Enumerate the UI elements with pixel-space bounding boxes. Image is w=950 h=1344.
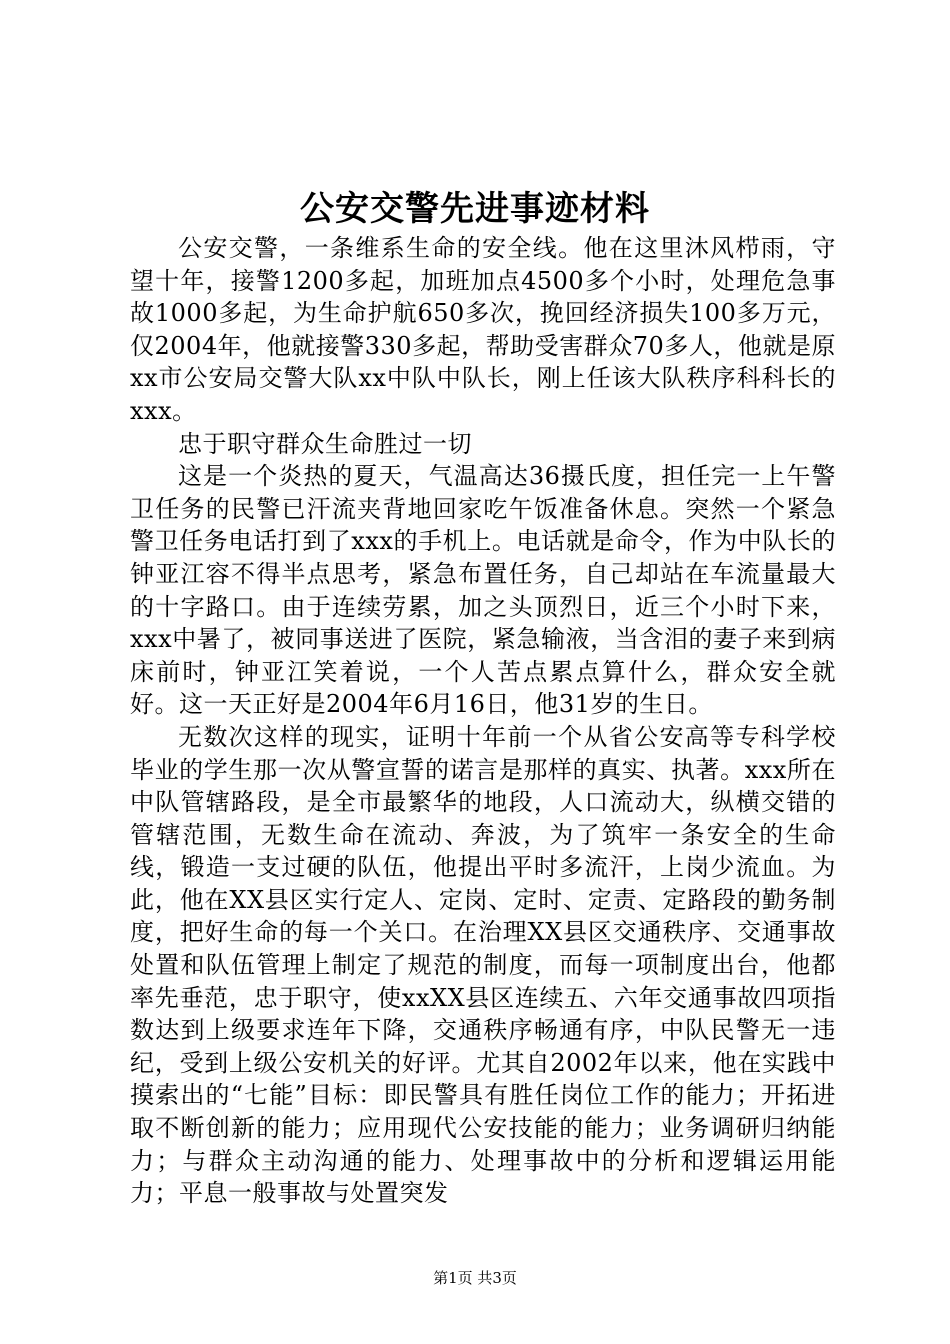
paragraph-summer-duty: 这是一个炎热的夏天，气温高达36摄氏度，担任完一上午警卫任务的民警已汗流夹背地回家吃午饭准备休息。突然一个紧急警卫任务电话打到了xxx的手机上。电话就是命令，作为中队长的钟亚江容不得半点思考，紧急布置任务，自己却站在车流量最大的十字路口。由于连续劳累，加之头顶烈日，近三个小时下来，xxx中暑了，被同事送进了医院，紧急输液，当含泪的妻子来到病床前时，钟亚江笑着说，一个人苦点累点算什么，群众安全就好。这一天正好是2004年6月16日，他31岁的生日。: [130, 462, 836, 719]
paragraph-intro: 公安交警，一条维系生命的安全线。他在这里沐风栉雨，守望十年，接警1200多起，加班加点4500多个小时，处理危急事故1000多起，为生命护航650多次，挽回经济损失100多万元，仅2004年，他就接警330多起，帮助受害群众70多人，他就是原xx市公安局交警大队xx中队中队长，刚上任该大队秩序科科长的xxx。: [130, 234, 836, 425]
document-title: 公安交警先进事迹材料: [300, 189, 650, 229]
paragraph-achievements: 无数次这样的现实，证明十年前一个从省公安高等专科学校毕业的学生那一次从警宣誓的诺言是那样的真实、执著。xxx所在中队管辖路段，是全市最繁华的地段，人口流动大，纵横交错的管辖范围，无数生命在流动、奔波，为了筑牢一条安全的生命线，锻造一支过硬的队伍，他提出平时多流汗，上岗少流血。为此，他在XX县区实行定人、定岗、定时、定责、定路段的勤务制度，把好生命的每一个关口。在治理XX县区交通秩序、交通事故处置和队伍管理上制定了规范的制度，而每一项制度出台，他都率先垂范，忠于职守，使xxXX县区连续五、六年交通事故四项指数达到上级要求连年下降，交通秩序畅通有序，中队民警无一违纪，受到上级公安机关的好评。尤其自2002年以来，他在实践中摸索出的“七能”目标：即民警具有胜任岗位工作的能力；开拓进取不断创新的能力；应用现代公安技能的能力；业务调研归纳能力；与群众主动沟通的能力、处理事故中的分析和逻辑运用能力；平息一般事故与处置突发: [130, 722, 836, 1208]
document-body: [130, 232, 836, 1210]
section-heading: 忠于职守群众生命胜过一切: [178, 429, 472, 458]
page-footer: 第1页 共3页: [433, 1269, 517, 1287]
